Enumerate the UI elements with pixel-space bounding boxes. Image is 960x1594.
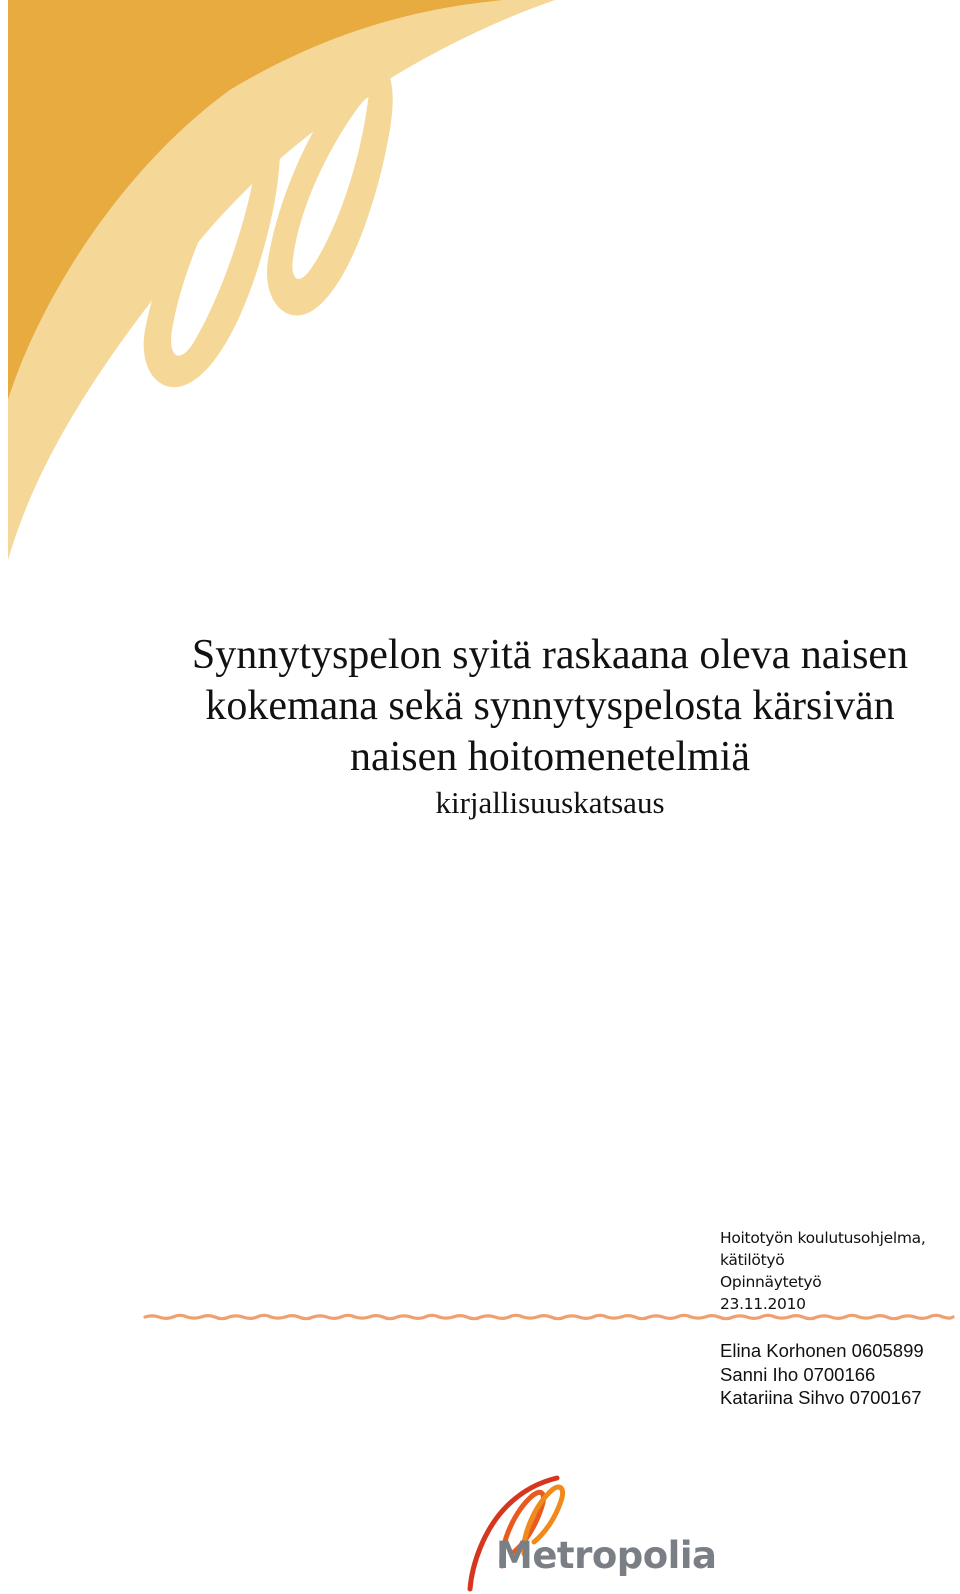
wavy-divider	[143, 1310, 955, 1324]
thesis-date: 23.11.2010	[720, 1295, 806, 1313]
program-line-2: kätilötyö	[720, 1251, 785, 1269]
program-line-1: Hoitotyön koulutusohjelma,	[720, 1229, 926, 1247]
metropolia-logo	[462, 1474, 717, 1592]
author-1: Elina Korhonen 0605899	[720, 1340, 924, 1361]
author-3: Katariina Sihvo 0700167	[720, 1387, 922, 1408]
title-line-2: kokemana sekä synnytyspelosta kärsivän	[205, 683, 895, 729]
program-info	[720, 1227, 955, 1315]
title-line-1: Synnytyspelon syitä raskaana oleva naisen	[191, 632, 909, 678]
thesis-type: Opinnäytetyö	[720, 1273, 822, 1291]
title-block	[160, 630, 940, 823]
logo-wordmark: Metropolia	[496, 1534, 717, 1577]
decorative-swirl-graphic	[0, 0, 560, 580]
subtitle: kirjallisuuskatsaus	[435, 785, 665, 820]
title-line-3: naisen hoitomenetelmiä	[349, 734, 751, 780]
author-2: Sanni Iho 0700166	[720, 1363, 876, 1385]
authors-list	[720, 1339, 955, 1410]
